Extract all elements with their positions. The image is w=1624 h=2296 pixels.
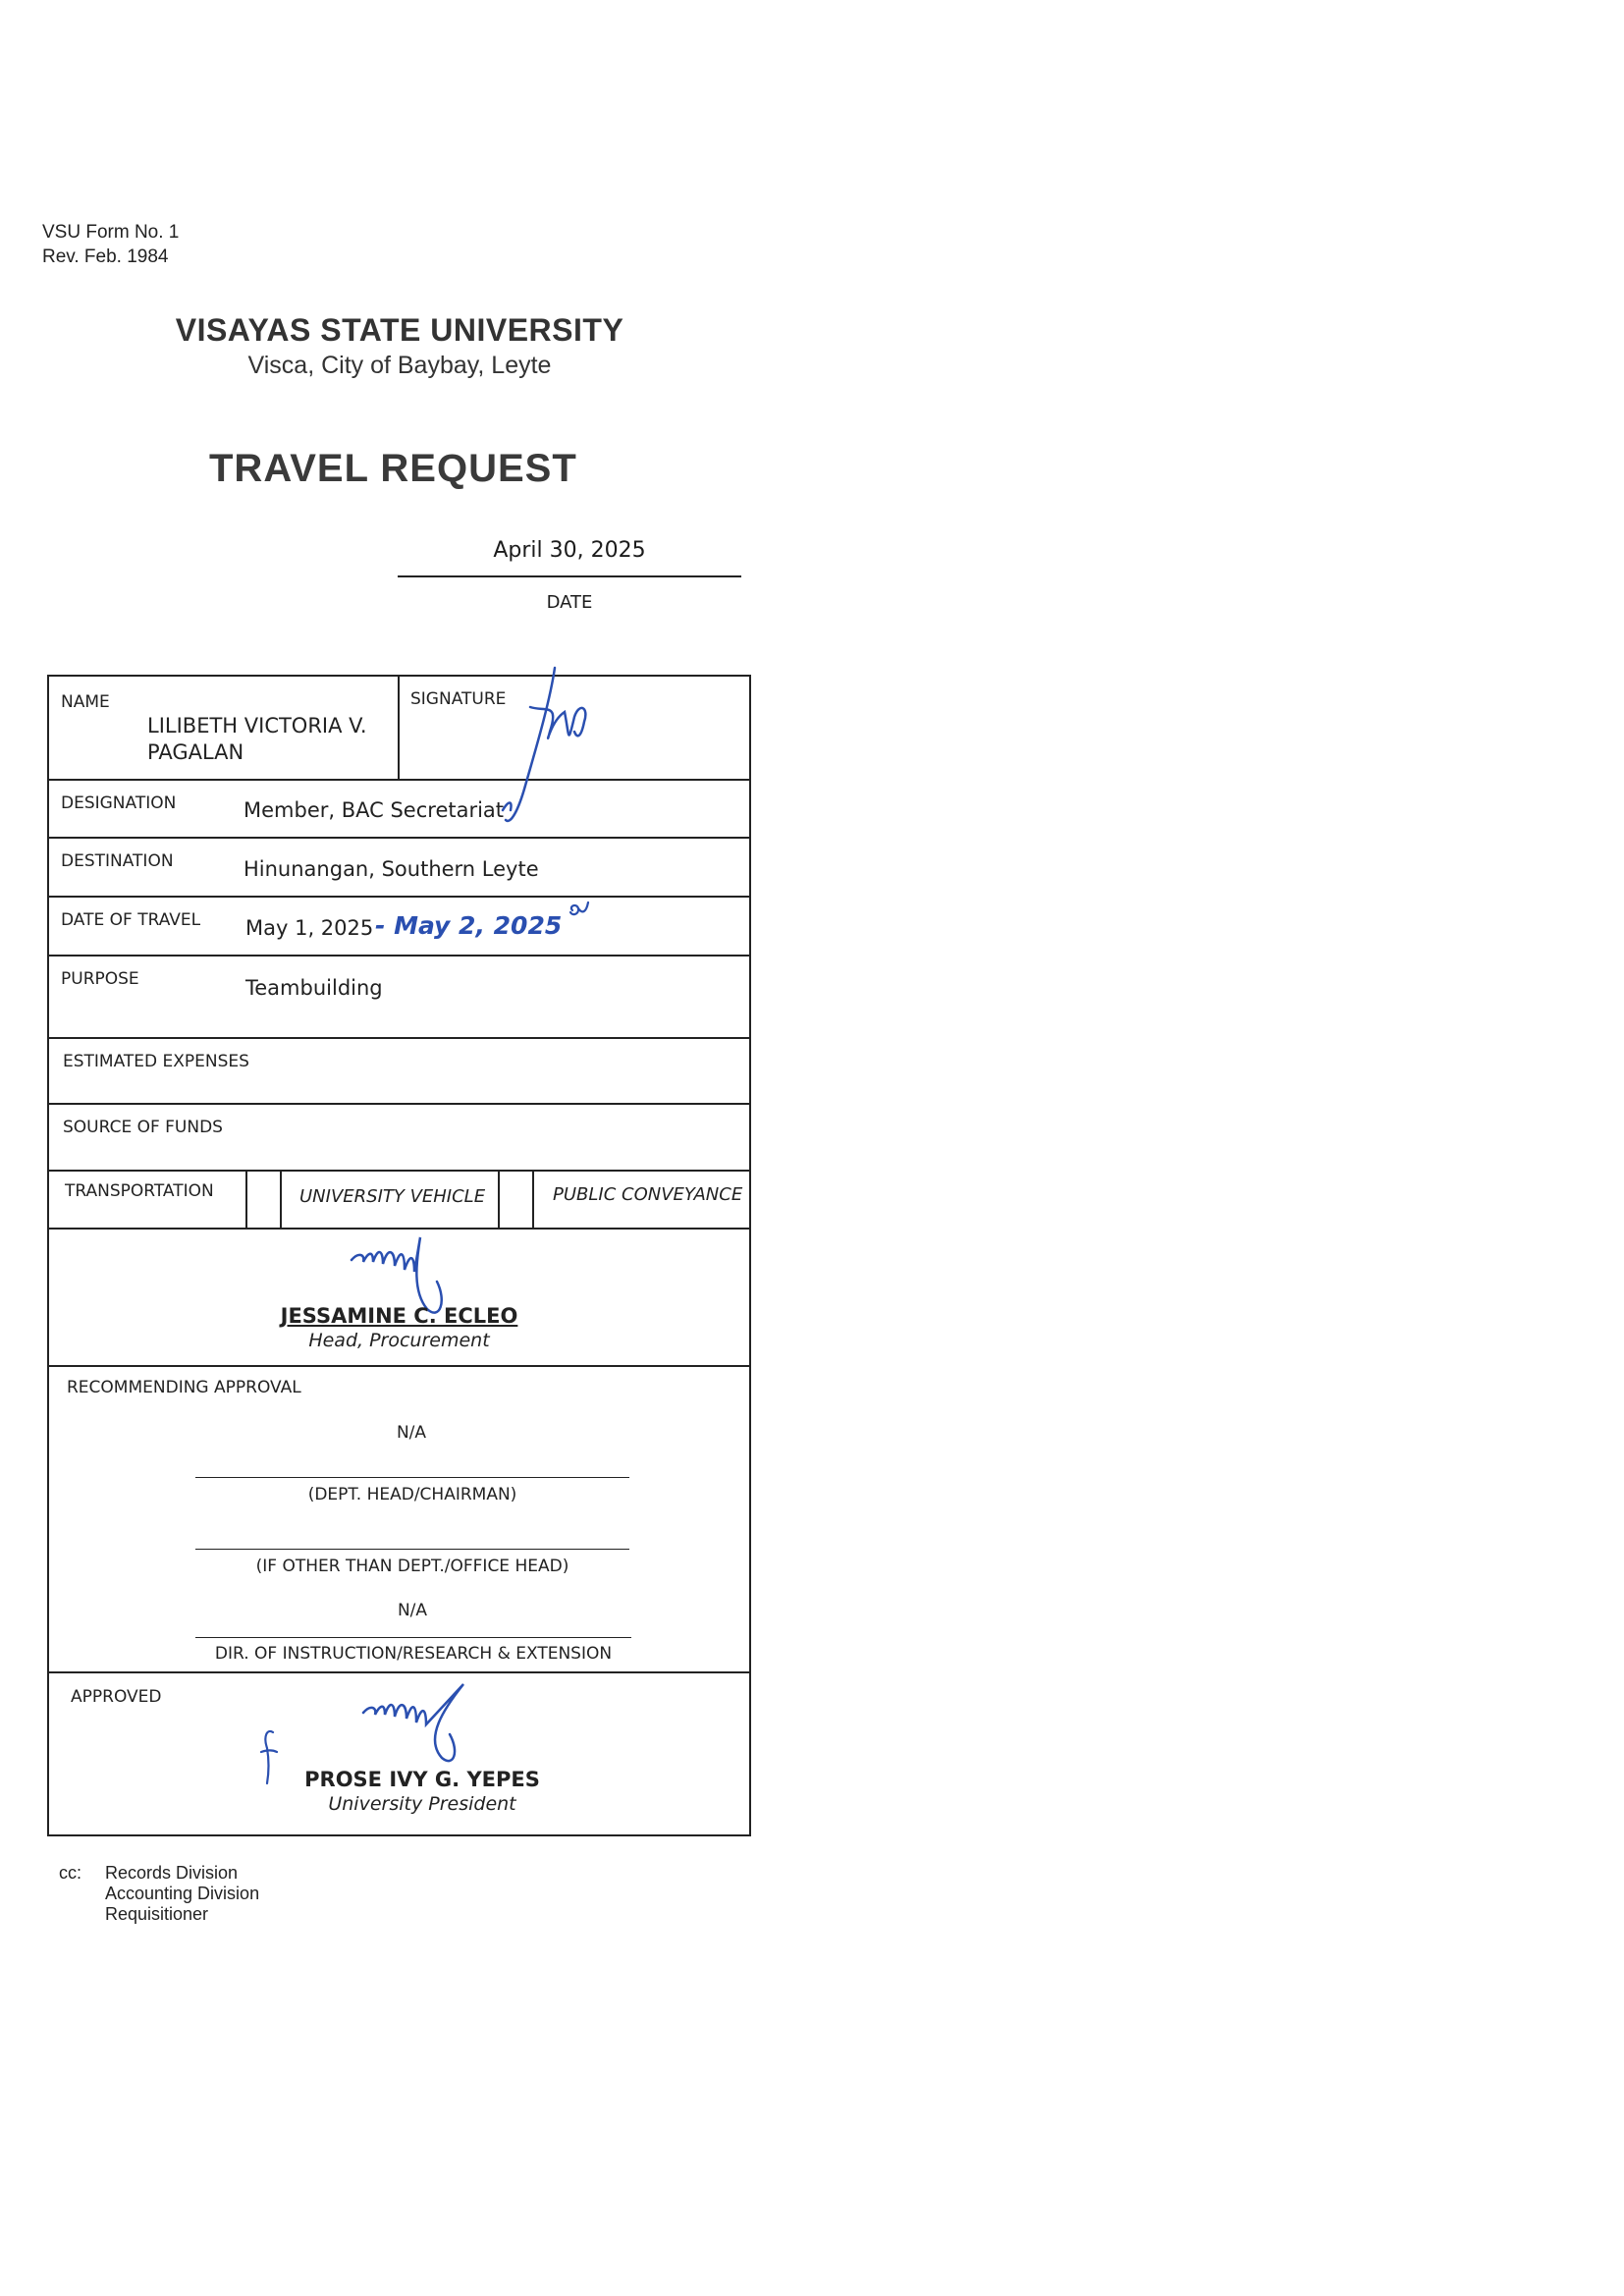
transportation-label: TRANSPORTATION xyxy=(65,1181,214,1201)
destination-value: Hinunangan, Southern Leyte xyxy=(244,857,539,881)
source-of-funds-label: SOURCE OF FUNDS xyxy=(63,1118,223,1137)
date-underline xyxy=(398,575,741,577)
row-divider-date xyxy=(47,955,751,957)
date-of-travel-handwritten: - May 2, 2025 xyxy=(375,911,563,940)
recommending-na-1: N/A xyxy=(396,1423,427,1443)
university-vehicle-option: UNIVERSITY VEHICLE xyxy=(299,1186,486,1207)
president-title: University President xyxy=(328,1793,516,1815)
public-conveyance-checkbox[interactable] xyxy=(500,1172,531,1227)
estimated-expenses-label: ESTIMATED EXPENSES xyxy=(63,1052,249,1071)
signature-label: SIGNATURE xyxy=(410,689,507,709)
initial-mark-icon xyxy=(565,899,594,928)
row-divider-destination xyxy=(47,896,751,898)
date-of-travel-value: May 1, 2025 xyxy=(245,916,374,940)
request-date-label: DATE xyxy=(546,592,593,613)
transport-divider-2 xyxy=(280,1170,282,1228)
designation-label: DESIGNATION xyxy=(61,793,177,813)
approved-label: APPROVED xyxy=(71,1687,162,1707)
director-caption: DIR. OF INSTRUCTION/RESEARCH & EXTENSION xyxy=(214,1644,613,1664)
name-value-line1: LILIBETH VICTORIA V. xyxy=(147,714,367,738)
destination-label: DESTINATION xyxy=(61,851,174,871)
row-divider-procurement xyxy=(47,1365,751,1367)
recommending-approval-label: RECOMMENDING APPROVAL xyxy=(67,1378,301,1397)
dept-head-caption: (DEPT. HEAD/CHAIRMAN) xyxy=(307,1485,517,1504)
president-name: PROSE IVY G. YEPES xyxy=(304,1768,540,1791)
procurement-head-title: Head, Procurement xyxy=(308,1330,490,1351)
other-head-signature-line xyxy=(195,1549,629,1550)
public-conveyance-option: PUBLIC CONVEYANCE xyxy=(553,1184,743,1205)
cc-item-requisitioner: Requisitioner xyxy=(105,1904,209,1924)
name-label: NAME xyxy=(61,692,110,712)
date-of-travel-label: DATE OF TRAVEL xyxy=(61,910,201,930)
transport-divider-4 xyxy=(532,1170,534,1228)
purpose-value: Teambuilding xyxy=(245,976,383,1000)
cc-label: cc: xyxy=(59,1863,82,1883)
procurement-head-name: JESSAMINE C. ECLEO xyxy=(280,1304,518,1328)
purpose-label: PURPOSE xyxy=(61,969,139,989)
row-divider-expenses xyxy=(47,1103,751,1105)
row-divider-transportation xyxy=(47,1228,751,1230)
form-revision-text: Rev. Feb. 1984 xyxy=(42,246,169,267)
row-divider-funds xyxy=(47,1170,751,1172)
request-date-value: April 30, 2025 xyxy=(493,538,646,563)
university-vehicle-checkbox[interactable] xyxy=(247,1172,279,1227)
cc-item-records: Records Division xyxy=(105,1863,239,1883)
president-signature-icon xyxy=(355,1679,483,1770)
university-address: Visca, City of Baybay, Leyte xyxy=(247,352,552,379)
page-title: TRAVEL REQUEST xyxy=(209,447,577,490)
other-head-caption: (IF OTHER THAN DEPT./OFFICE HEAD) xyxy=(255,1557,569,1576)
form-number xyxy=(42,220,179,269)
director-signature-line xyxy=(195,1637,631,1638)
row-divider-purpose xyxy=(47,1037,751,1039)
recommending-na-2: N/A xyxy=(397,1601,428,1620)
form-number-text: VSU Form No. 1 xyxy=(42,222,180,243)
dept-head-signature-line xyxy=(195,1477,629,1478)
requester-signature-icon xyxy=(491,663,619,835)
row-divider-recommending xyxy=(47,1671,751,1673)
row-divider-designation xyxy=(47,837,751,839)
university-name: VISAYAS STATE UNIVERSITY xyxy=(175,312,624,348)
cc-item-accounting: Accounting Division xyxy=(105,1884,260,1903)
row-divider-name xyxy=(47,779,751,781)
name-signature-divider xyxy=(398,675,400,779)
designation-value: Member, BAC Secretariat xyxy=(244,798,505,822)
name-value-line2: PAGALAN xyxy=(147,740,244,764)
